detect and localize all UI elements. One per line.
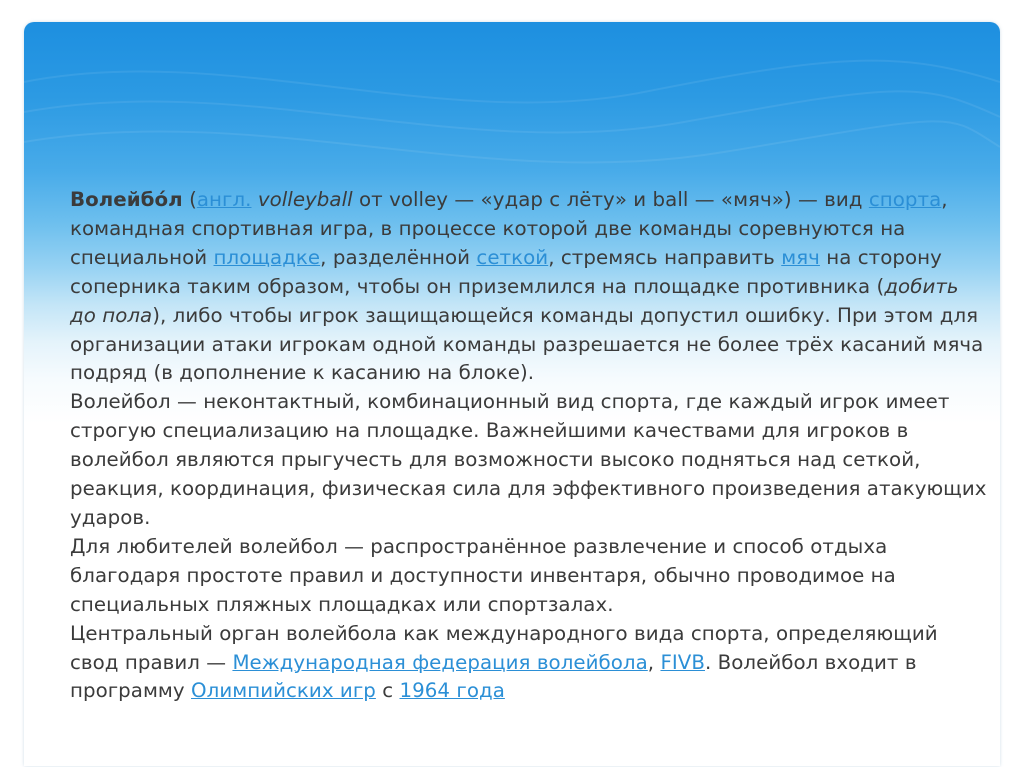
link-fivb[interactable]: FIVB [660, 650, 705, 674]
paragraph-definition: Волейбо́л (англ. volleyball от volley — «удар с лёту» и ball — «мяч») — вид спорта, командная спортивная игра, в процессе которой две команды соревнуются на специальной площадке, разделённой сеткой, стремясь направить мяч на сторону соперника таким образом, чтобы он приземлился на площадке противника (добить до пола), либо чтобы игрок защищающейся команды допустил ошибку. При этом для организации атаки игрокам одной команды разрешается не более трёх касаний мяча подряд (в дополнение к касанию на блоке). [70, 188, 984, 385]
english-word: volleyball [251, 188, 353, 211]
link-lang[interactable]: англ. [196, 188, 252, 211]
link-ball[interactable]: мяч [781, 245, 820, 269]
italic-phrase: добить до пола [70, 274, 959, 327]
link-year-1964[interactable]: 1964 года [399, 679, 505, 703]
link-sport[interactable]: спорта [868, 188, 942, 211]
link-federation[interactable]: Международная федерация волейбола [232, 650, 648, 674]
paragraph-federation: Центральный орган волейбола как международного вида спорта, определяющий свод правил — Международная федерация волейбола, FIVB. Волейбол входит в программу Олимпийских игр с 1964 года [70, 621, 938, 703]
link-court[interactable]: площадке [213, 245, 321, 269]
link-net[interactable]: сеткой [476, 245, 549, 269]
link-olympics[interactable]: Олимпийских игр [191, 679, 376, 703]
article-text [70, 186, 990, 706]
slide-card [24, 22, 1000, 766]
term-title: Волейбо́л [70, 188, 183, 211]
paragraph-amateurs: Для любителей волейбол — распространённое развлечение и способ отдыха благодаря простоте правил и доступности инвентаря, обычно проводимое на специальных пляжных площадках или спортзалах. [70, 534, 896, 616]
paragraph-noncontact: Волейбол — неконтактный, комбинационный вид спорта, где каждый игрок имеет строгую специализацию на площадке. Важнейшими качествами для игроков в волейбол являются прыгучесть для возможности высоко подняться над сеткой, реакция, координация, физическая сила для эффективного произведения атакующих ударов. [70, 390, 987, 529]
